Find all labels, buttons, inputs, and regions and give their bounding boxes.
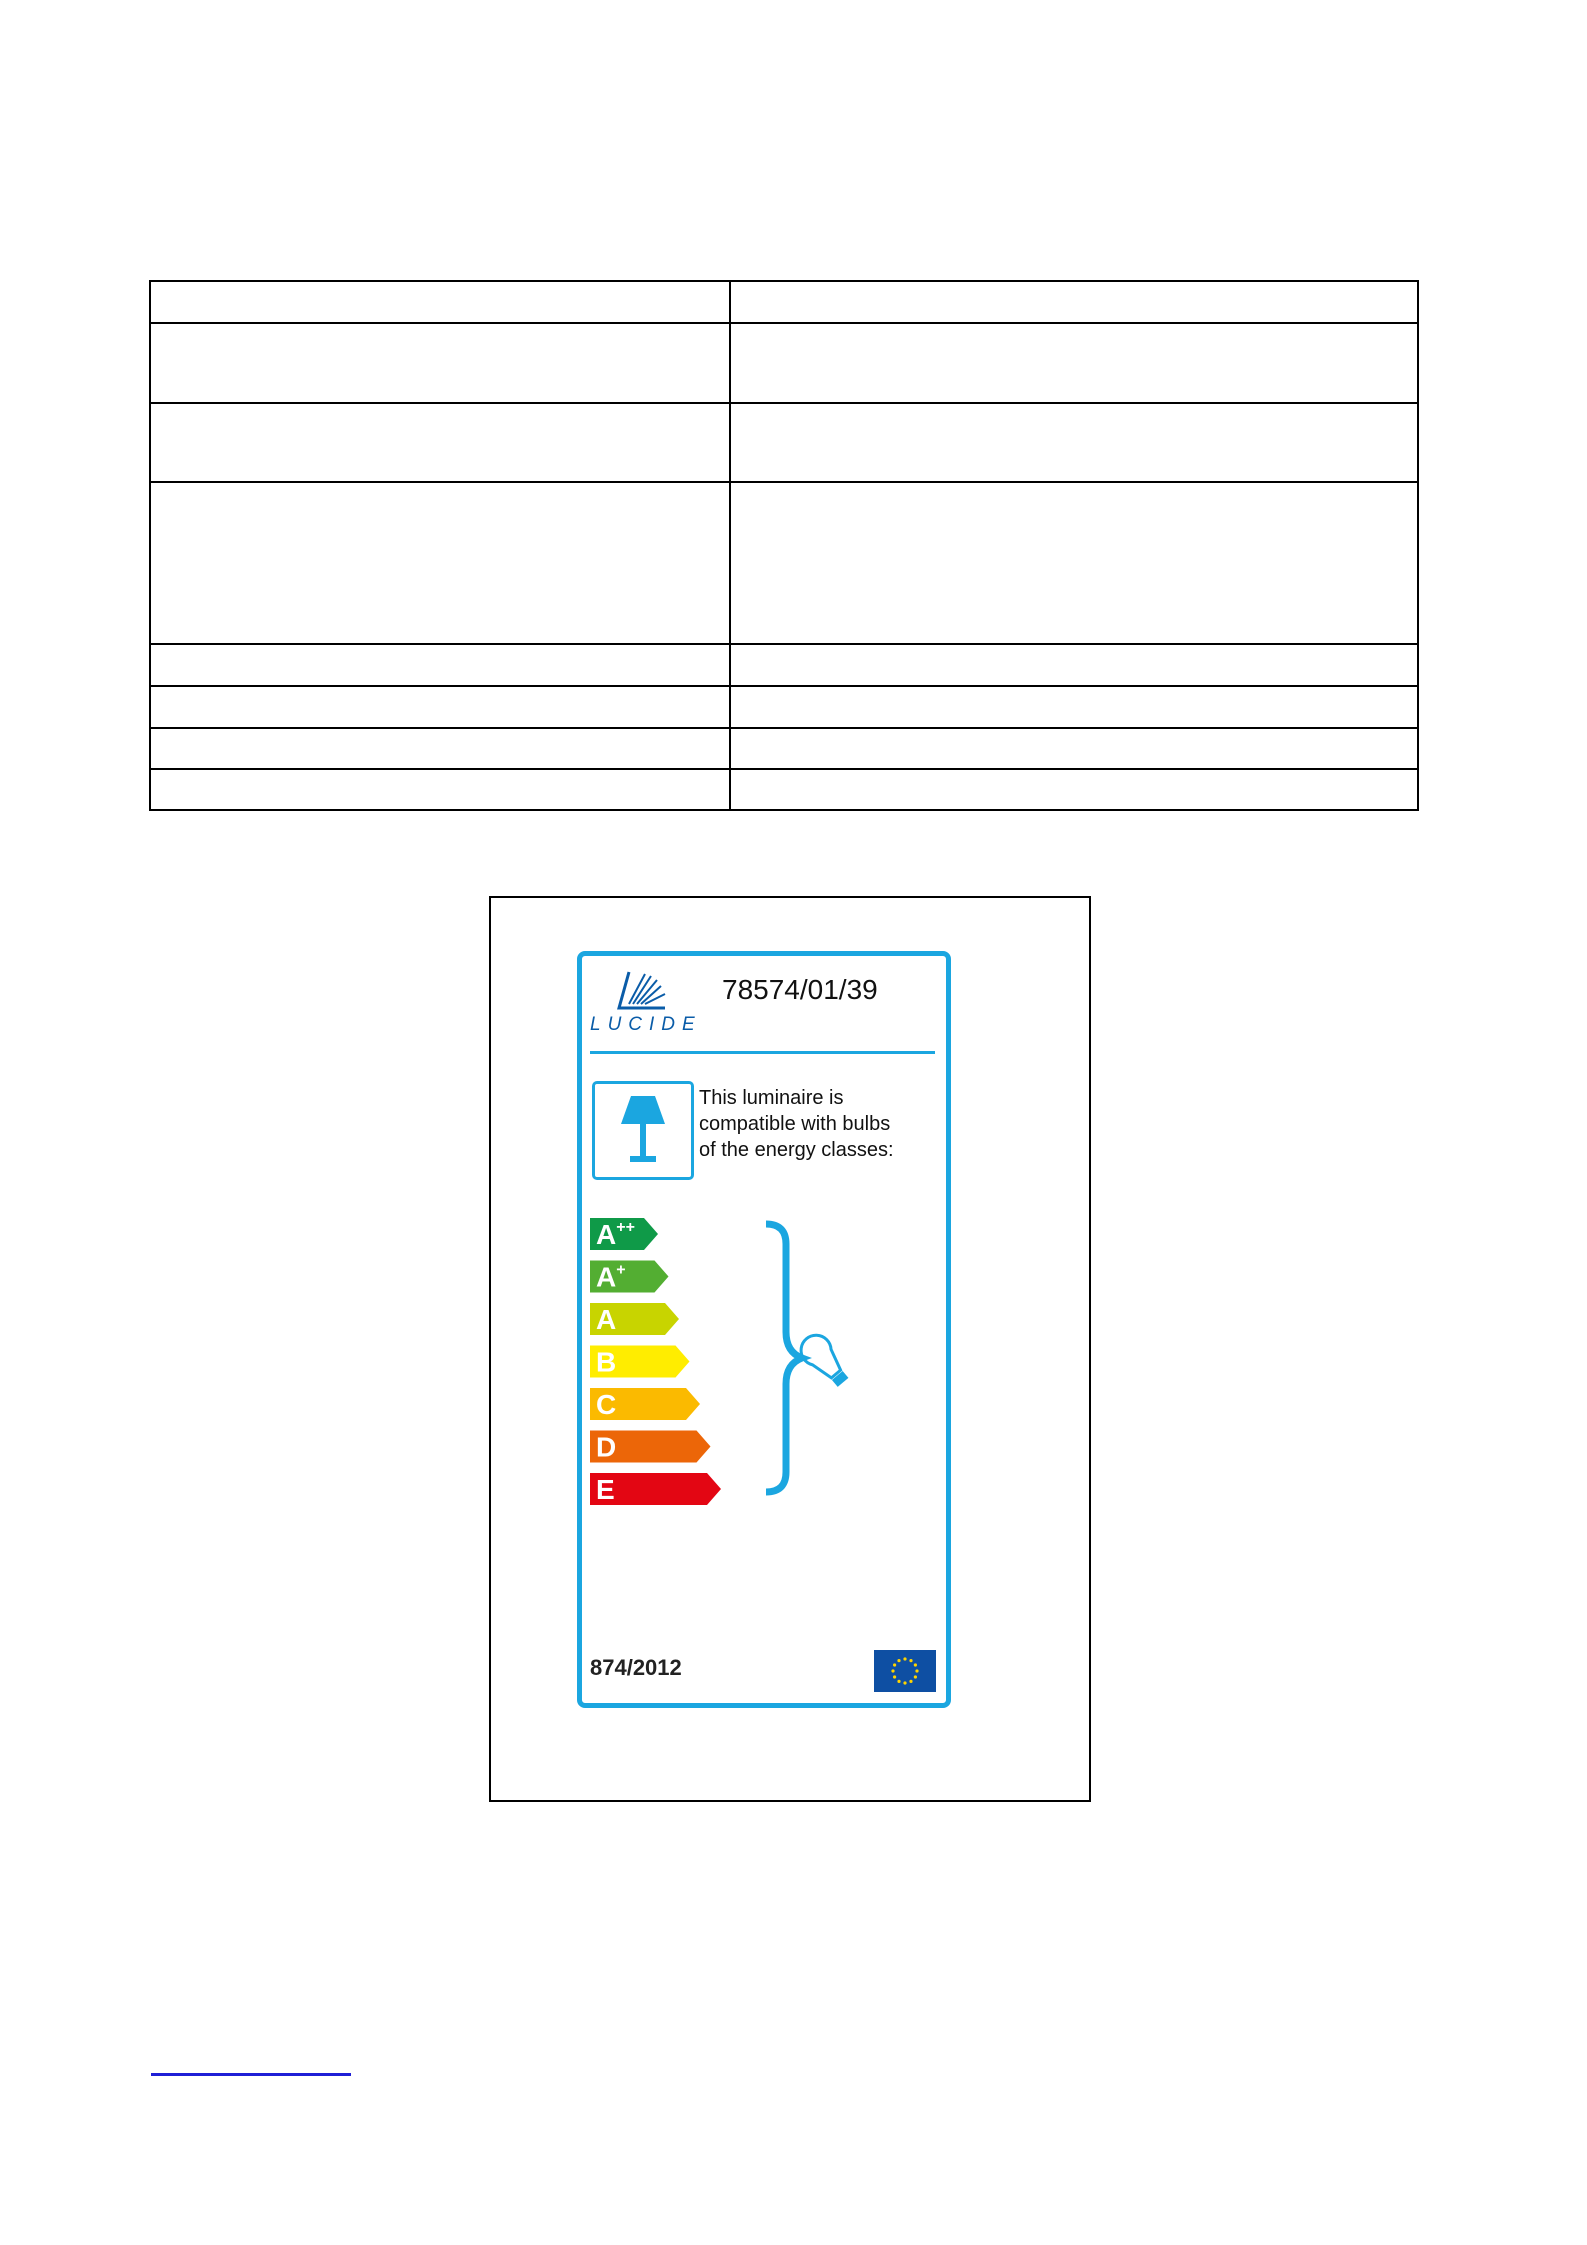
table-lamp-icon [595,1084,691,1177]
eu-star [914,1675,917,1678]
table-cell [150,403,730,482]
energy-class-letter: B [596,1346,617,1378]
compatibility-line: compatible with bulbs [699,1113,891,1135]
table-cell [730,281,1418,323]
eu-star [915,1669,918,1672]
energy-class-c [590,1388,700,1420]
eu-star [897,1659,900,1662]
energy-class-letter: A [596,1304,617,1335]
table-cell [730,482,1418,644]
table-cell [150,728,730,769]
eu-star [891,1669,894,1672]
energy-class-letter: E [596,1474,615,1505]
table-row [150,644,1418,686]
table-cell [150,323,730,403]
class-brace [766,1224,802,1492]
header-divider [590,1051,935,1054]
table-row [150,728,1418,769]
table-cell [150,644,730,686]
table-cell [730,323,1418,403]
footer-link[interactable] [151,2073,351,2076]
eu-star [893,1675,896,1678]
energy-class-e [590,1473,721,1505]
energy-class-scale [590,1214,950,1514]
energy-class-a [590,1303,679,1335]
energy-class-b [590,1346,690,1378]
model-number: 78574/01/39 [722,974,878,1005]
eu-flag-icon [874,1650,936,1692]
eu-star [903,1657,906,1660]
energy-class-letter: A++ [596,1219,635,1250]
table-cell [150,482,730,644]
table-row [150,482,1418,644]
energy-class-letter: D [596,1431,617,1463]
table-row [150,403,1418,482]
regulation-number: 874/2012 [590,1655,682,1680]
eu-star [903,1681,906,1684]
energy-class-aplusplus [590,1218,658,1250]
table-cell [730,728,1418,769]
eu-star [914,1663,917,1666]
eu-star [897,1680,900,1683]
compatibility-line: of the energy classes: [699,1139,894,1161]
spec-table [149,280,1419,811]
energy-class-aplus [590,1261,669,1293]
brand-name: LUCIDE [590,1014,702,1035]
eu-star [893,1663,896,1666]
eu-star [909,1680,912,1683]
eu-star [909,1659,912,1662]
table-cell [730,769,1418,810]
compatibility-line: This luminaire is [699,1087,844,1109]
energy-class-letter: C [596,1389,617,1420]
table-row [150,281,1418,323]
table-cell [150,769,730,810]
table-row [150,769,1418,810]
compatibility-text [699,1085,939,1163]
table-cell [730,403,1418,482]
energy-class-superscript: ++ [616,1219,635,1236]
lamp-icon-box [592,1081,694,1180]
table-row [150,323,1418,403]
energy-class-superscript: + [616,1261,626,1279]
table-cell [730,644,1418,686]
light-bulb-icon [795,1329,855,1392]
energy-class-letter: A+ [596,1261,626,1293]
table-cell [150,281,730,323]
energy-class-d [590,1431,711,1463]
table-cell [150,686,730,728]
table-row [150,686,1418,728]
lucide-logo-icon [615,968,671,1012]
table-cell [730,686,1418,728]
